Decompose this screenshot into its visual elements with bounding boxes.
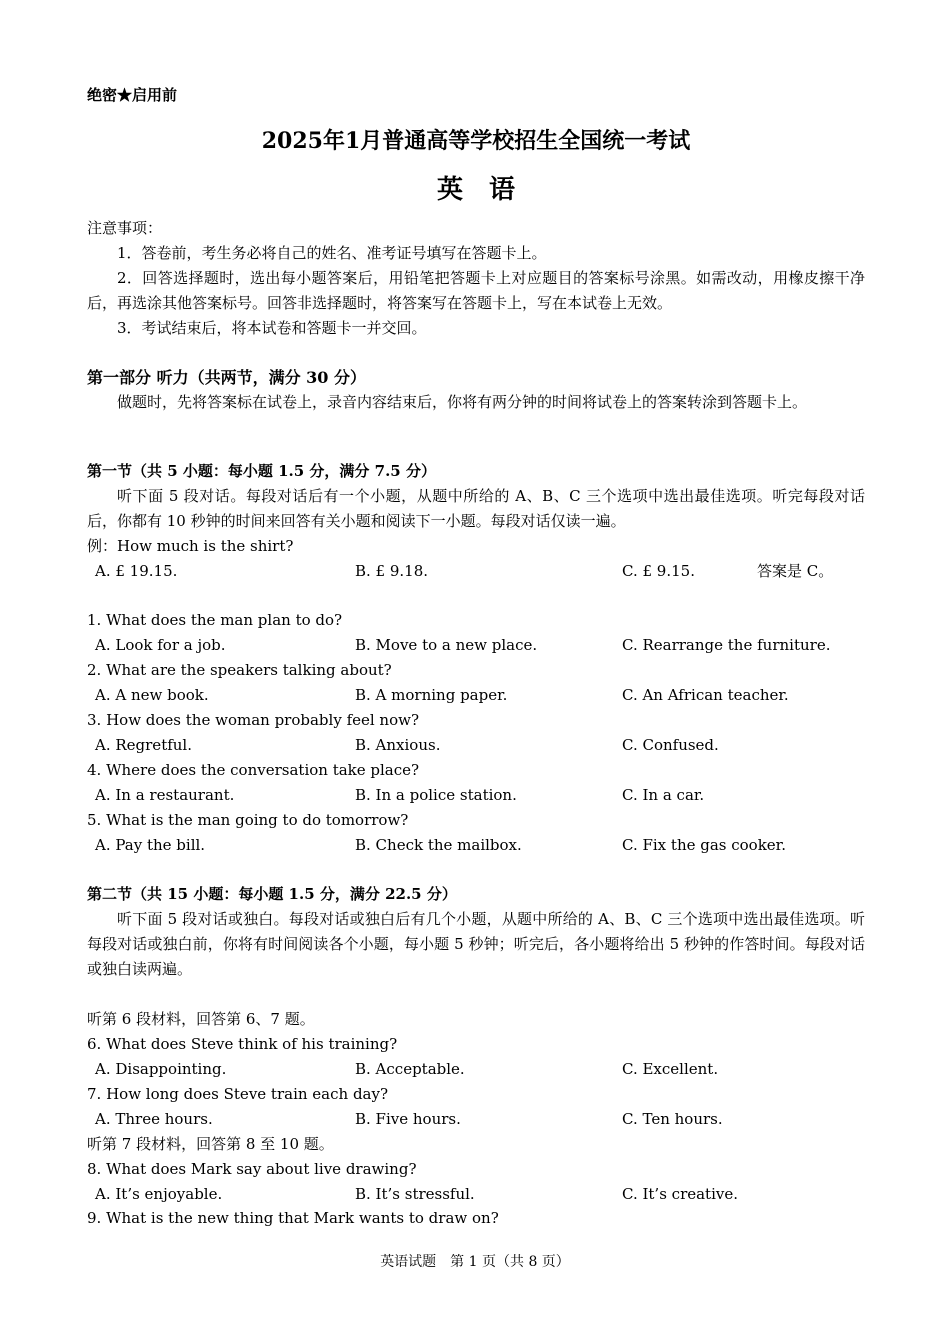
- section2-heading: 第二节（共 15 小题：每小题 1.5 分，满分 22.5 分）: [87, 885, 457, 903]
- part1-instruction: 做题时，先将答案标在试卷上，录音内容结束后，你将有两分钟的时间将试卷上的答案转涂到答题卡上。: [117, 393, 808, 411]
- question-4-option-c: C. In a car.: [622, 786, 705, 804]
- question-5-option-a: A. Pay the bill.: [95, 836, 206, 854]
- question-9: 9. What is the new thing that Mark wants to draw on?: [87, 1209, 499, 1227]
- example-question: 例：How much is the shirt?: [87, 537, 294, 555]
- question-8-option-c: C. It’s creative.: [622, 1185, 739, 1203]
- question-1-option-a: A. Look for a job.: [95, 636, 226, 654]
- question-6-option-a: A. Disappointing.: [95, 1060, 227, 1078]
- material-6-label: 听第 6 段材料，回答第 6、7 题。: [87, 1010, 315, 1028]
- question-4-option-a: A. In a restaurant.: [95, 786, 235, 804]
- question-1-option-c: C. Rearrange the furniture.: [622, 636, 831, 654]
- question-2-option-a: A. A new book.: [95, 686, 209, 704]
- section1-instruction: 听下面 5 段对话。每段对话后有一个小题，从题中所给的 A、B、C 三个选项中选出最佳选项。听完每段对话后，你都有 10 秒钟的时间来回答有关小题和阅读下一小题。每段对话仅读一遍。: [87, 487, 865, 530]
- question-7-option-b: B. Five hours.: [355, 1110, 461, 1128]
- question-5: 5. What is the man going to do tomorrow?: [87, 811, 409, 829]
- exam-title: 2025年1月普通高等学校招生全国统一考试: [261, 128, 691, 154]
- question-2-option-b: B. A morning paper.: [355, 686, 508, 704]
- notes-heading: 注意事项：: [87, 219, 163, 237]
- question-6: 6. What does Steve think of his training?: [87, 1035, 398, 1053]
- question-4-option-b: B. In a police station.: [355, 786, 517, 804]
- section2-instruction: 听下面 5 段对话或独白。每段对话或独白后有几个小题，从题中所给的 A、B、C 三个选项中选出最佳选项。听每段对话或独白前，你将有时间阅读各个小题，每小题 5 秒钟；听完后，各小题将给出 5 秒钟的作答时间。每段对话或独白读两遍。: [87, 910, 865, 978]
- question-3-option-a: A. Regretful.: [95, 736, 192, 754]
- question-7-option-c: C. Ten hours.: [622, 1110, 723, 1128]
- section1-heading: 第一节（共 5 小题：每小题 1.5 分，满分 7.5 分）: [87, 462, 436, 480]
- question-4: 4. Where does the conversation take place?: [87, 761, 420, 779]
- example-answer: 答案是 C。: [757, 562, 834, 580]
- question-7: 7. How long does Steve train each day?: [87, 1085, 389, 1103]
- material-7-label: 听第 7 段材料，回答第 8 至 10 题。: [87, 1135, 334, 1153]
- question-7-option-a: A. Three hours.: [95, 1110, 213, 1128]
- confidential-label: 绝密★启用前: [87, 86, 178, 104]
- question-3: 3. How does the woman probably feel now?: [87, 711, 420, 729]
- question-8-option-a: A. It’s enjoyable.: [95, 1185, 223, 1203]
- question-2: 2. What are the speakers talking about?: [87, 661, 392, 679]
- question-8-option-b: B. It’s stressful.: [355, 1185, 475, 1203]
- question-5-option-b: B. Check the mailbox.: [355, 836, 522, 854]
- question-3-option-c: C. Confused.: [622, 736, 719, 754]
- question-1: 1. What does the man plan to do?: [87, 611, 343, 629]
- question-5-option-c: C. Fix the gas cooker.: [622, 836, 786, 854]
- page-footer: 英语试题 第 1 页（共 8 页）: [380, 1254, 570, 1270]
- question-2-option-c: C. An African teacher.: [622, 686, 789, 704]
- notes-item-2: 2．回答选择题时，选出每小题答案后，用铅笔把答题卡上对应题目的答案标号涂黑。如需改动，用橡皮擦干净后，再选涂其他答案标号。回答非选择题时，将答案写在答题卡上，写在本试卷上无效。: [87, 269, 865, 312]
- question-8: 8. What does Mark say about live drawing?: [87, 1160, 417, 1178]
- question-6-option-b: B. Acceptable.: [355, 1060, 465, 1078]
- question-1-option-b: B. Move to a new place.: [355, 636, 538, 654]
- example-option-c: C. £ 9.15.: [622, 562, 695, 580]
- notes-item-1: 1．答卷前，考生务必将自己的姓名、准考证号填写在答题卡上。: [117, 244, 547, 262]
- example-option-b: B. £ 9.18.: [355, 562, 429, 580]
- example-option-a: A. £ 19.15.: [95, 562, 178, 580]
- subject-title: 英 语: [436, 175, 515, 205]
- question-6-option-c: C. Excellent.: [622, 1060, 719, 1078]
- notes-item-3: 3．考试结束后，将本试卷和答题卡一并交回。: [117, 319, 427, 337]
- question-3-option-b: B. Anxious.: [355, 736, 441, 754]
- part1-heading: 第一部分 听力（共两节，满分 30 分）: [87, 368, 366, 387]
